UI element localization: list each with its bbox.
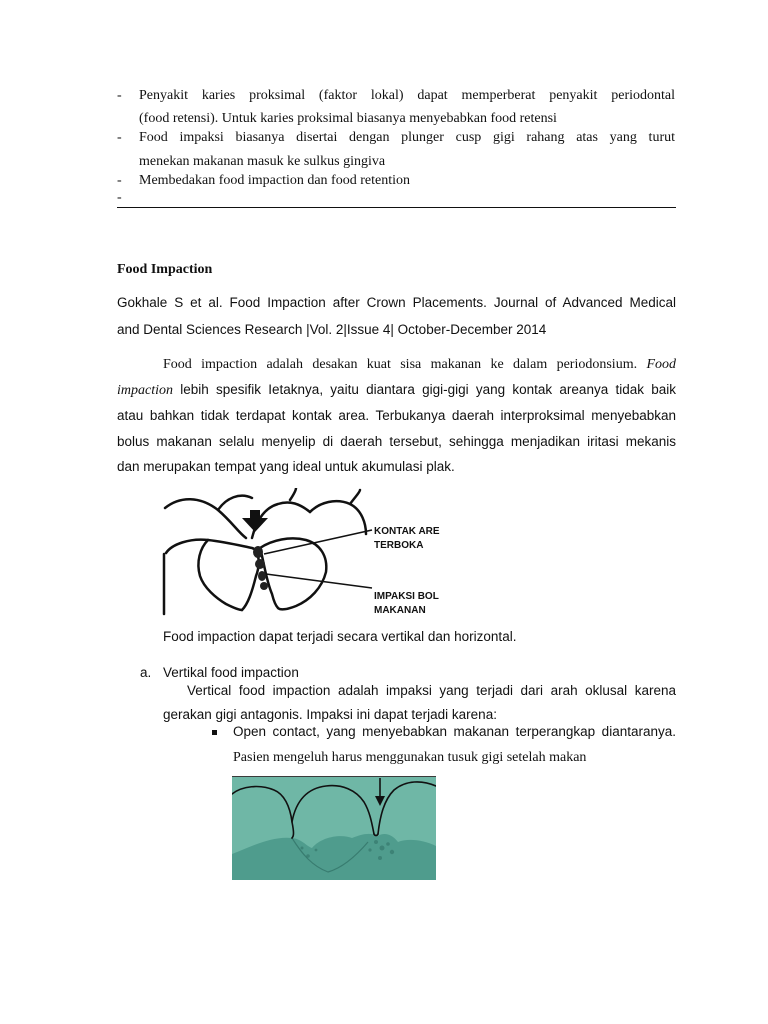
list-item-1-line-1: Penyakit karies proksimal (faktor lokal) dapat memperberat penyakit periodontal (139, 88, 675, 103)
paragraph-text: lebih spesifik Ietaknya, yaitu diantara gigi-gigi yang kontak areanya tidak baik (180, 382, 676, 397)
horizontal-rule (117, 207, 676, 208)
bullet-line-1: Open contact, yang menyebabkan makanan terperangkap diantaranya. (233, 724, 676, 739)
citation-line-1: Gokhale S et al. Food Impaction after Crown Placements. Journal of Advanced Medical (117, 295, 676, 310)
paragraph-line-4: bolus makanan selalu menyelip di daerah tersebut, sehingga menjadikan iritasi mekanis (117, 434, 676, 449)
sub-item-desc-line-1: Vertical food impaction adalah impaksi yang terjadi dari arah oklusal karena (187, 683, 676, 698)
figure-caption: Food impaction dapat terjadi secara vertikal dan horizontal. (163, 629, 517, 644)
list-dash: - (117, 190, 122, 205)
label-makanan: MAKANAN (374, 605, 426, 616)
open-contact-figure (232, 776, 436, 880)
paragraph-text: Food impaction adalah desakan kuat sisa makanan ke dalam periodonsium. (163, 357, 638, 372)
paragraph-line-5: dan merupakan tempat yang ideal untuk akumulasi plak. (117, 459, 455, 474)
paragraph-line-2 (117, 382, 676, 399)
upper-tooth-left (165, 499, 246, 538)
list-item-3: Membedakan food impaction dan food retention (139, 173, 410, 188)
lower-tooth-left (166, 540, 259, 610)
paragraph-line-1 (163, 357, 676, 373)
square-bullet-icon (212, 730, 217, 735)
citation-line-2: and Dental Sciences Research |Vol. 2|Issue 4| October-December 2014 (117, 322, 547, 337)
label-kontak: KONTAK ARE (374, 526, 440, 537)
italic-term: Food (646, 357, 677, 372)
upper-tooth-right (310, 501, 366, 534)
list-item-2-line-1: Food impaksi biasanya disertai dengan plunger cusp gigi rahang atas yang turut (139, 130, 675, 145)
sub-item-title: Vertikal food impaction (163, 665, 299, 680)
sub-item-desc-line-2: gerakan gigi antagonis. Impaksi ini dapat terjadi karena: (163, 707, 497, 722)
paragraph-line-3: atau bahkan tidak terdapat kontak area. Terbukanya daerah interproksimal menyebabkan (117, 408, 676, 423)
sub-item-marker: a. (140, 665, 152, 680)
italic-term: impaction (117, 383, 173, 398)
list-dash: - (117, 173, 122, 188)
section-heading: Food Impaction (117, 262, 213, 277)
label-terbuka: TERBOKA (374, 540, 424, 551)
label-impaksi: IMPAKSI BOL (374, 591, 439, 602)
bullet-line-2: Pasien mengeluh harus menggunakan tusuk gigi setelah makan (233, 750, 587, 765)
teeth-contact-figure (160, 488, 480, 616)
list-item-2-line-2: menekan makanan masuk ke sulkus gingiva (139, 154, 386, 169)
list-dash: - (117, 130, 122, 145)
leader-line-top (264, 530, 372, 554)
list-item-1-line-2: (food retensi). Untuk karies proksimal biasanya menyebabkan food retensi (139, 111, 557, 126)
list-dash: - (117, 88, 122, 103)
